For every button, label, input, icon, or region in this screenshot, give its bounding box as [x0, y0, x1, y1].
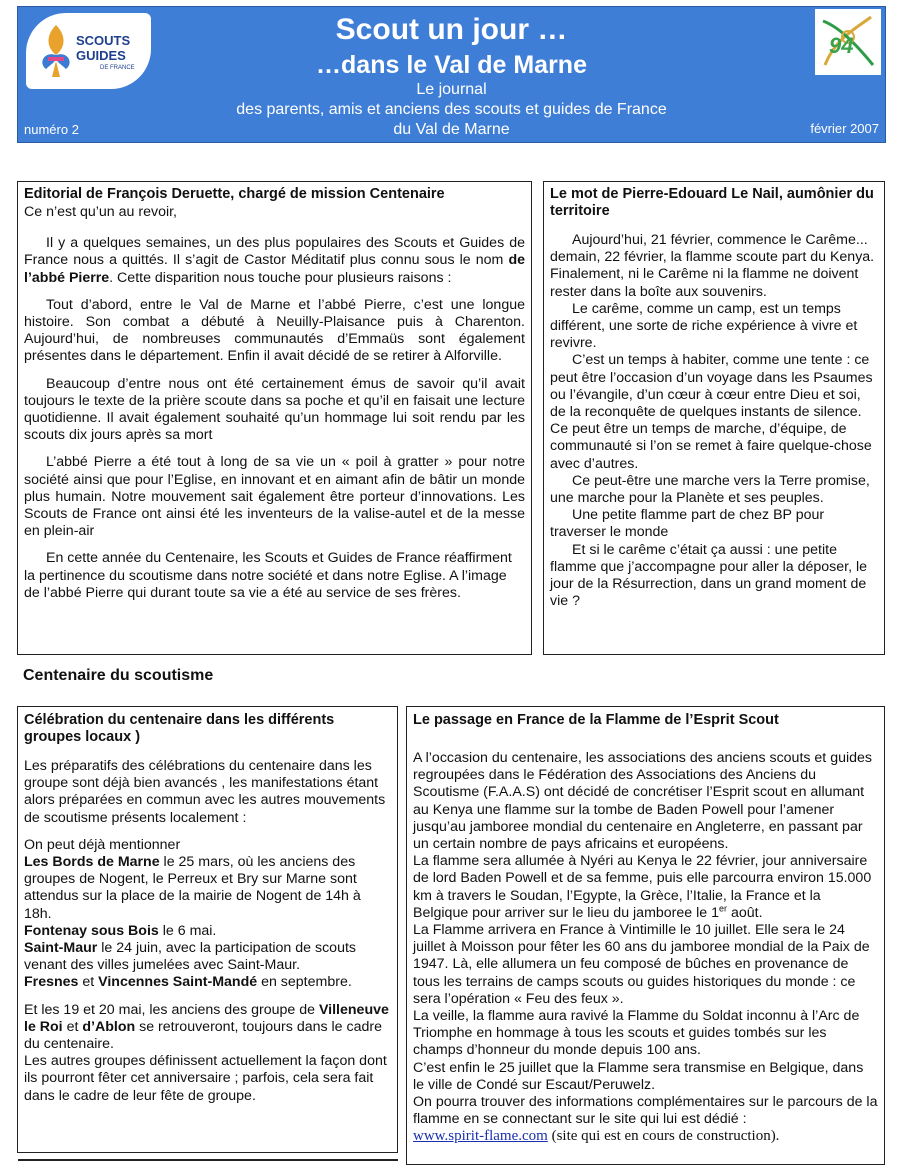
- flamme-paragraph: C’est enfin le 25 juillet que la Flamme sera transmise en Belgique, dans le ville de Condé sur Escaut/Peruwelz.: [413, 1059, 864, 1093]
- flamme-paragraph: La veille, la flamme aura ravivé la Flamme du Soldat inconnu à l’Arc de Triomphe en hommage à tous les scouts et guides tombés sur les champs d’honneur du monde depuis 100 ans.: [413, 1008, 860, 1059]
- flamme-link-line: [413, 1128, 878, 1145]
- aumonier-paragraph: Ce peut-être une marche vers la Terre promise, une marche pour la Planète et ses peuples.: [550, 472, 870, 507]
- divider: [18, 1159, 398, 1161]
- event-details: le 25 mars, où les anciens des groupes de Nogent, le Perreux et Bry sur Marne sont attendus sur la place de la mairie de Nogent de 14h à 18h.: [24, 854, 361, 922]
- editorial-text-bold: de l’abbé Pierre: [24, 252, 525, 286]
- event-place: d’Ablon: [82, 1018, 136, 1035]
- journal-title: Scout un jour …: [335, 13, 568, 46]
- celebration-paragraph: Les autres groupes définissent actuellement la façon dont ils pourront fêter cet anniversaire ; parfois, cela sera fait dans le cadre de leur fête de groupe.: [24, 1053, 387, 1104]
- event-item: [24, 923, 391, 940]
- event-place: Villeneuve le Roi: [24, 1001, 389, 1035]
- event-place: Fontenay sous Bois: [24, 922, 159, 939]
- editorial-opening: Ce n’est qu’un au revoir,: [24, 204, 177, 220]
- link-note: (site qui est en cours de construction).: [547, 1128, 780, 1145]
- editorial-text: Il y a quelques semaines, un des plus populaires des Scouts et Guides de France nous a quittés. Il s’agit de Castor Méditatif plus connu sous le nom: [24, 235, 525, 269]
- event-place: Fresnes: [24, 974, 79, 991]
- journal-tagline-3: du Val de Marne: [393, 121, 510, 138]
- event-details: en septembre.: [257, 974, 352, 991]
- spirit-flame-link[interactable]: www.spirit-flame.com: [413, 1128, 548, 1145]
- celebration-paragraph: Les préparatifs des célébrations du centenaire dans les groupe sont déjà bien avancés , les manifestations étant alors préparées en commun avec les autres mouvements de scoutisme présents localement :: [24, 758, 386, 826]
- aumonier-title: Le mot de Pierre-Edouard Le Nail, aumônier du territoire: [550, 186, 874, 219]
- event-place: Saint-Maur: [24, 940, 98, 957]
- event-item: [24, 854, 391, 923]
- editorial-paragraph: [24, 235, 525, 287]
- logo-text-scouts: SCOUTS: [76, 33, 131, 48]
- aumonier-paragraph: Le carême, comme un camp, est un temps différent, une sorte de riche expérience à vivre et revivre.: [550, 300, 858, 352]
- flamme-paragraph: A l’occasion du centenaire, les associations des anciens scouts et guides regroupées dans le Fédération des Associations des Anciens du Scoutisme (F.A.A.S) ont décidé de concrétiser l’Esprit scout en allumant au Kenya une flamme sur la tombe de Baden Powell pour l’amener jusqu’au jamboree mondial du centenaire en Angleterre, en passant par un certain nombre de pays africains et européens.: [413, 750, 873, 853]
- celebration-box: [17, 706, 398, 1153]
- flamme-title: Le passage en France de la Flamme de l’Esprit Scout: [413, 712, 779, 728]
- aumonier-paragraph: C’est un temps à habiter, comme une tente : ce peut être l’occasion d’un voyage dans les Psaumes ou l’évangile, d’un cœur à cœur entre Dieu et soi, de la reconquête de quelques instants de silence. Ce peut être un temps de marche, d’équipe, de communauté si l’on se remet à faire quelque-chose avec d’autres.: [550, 352, 873, 472]
- logo-number: 94: [829, 33, 854, 58]
- issue-date: février 2007: [810, 121, 879, 136]
- aumonier-paragraph: Et si le carême c’était ça aussi : une petite flamme que j’accompagne pour aller la déposer, le jour de la Résurrection, dans un grand moment de vie ?: [550, 541, 868, 610]
- masthead: [17, 6, 886, 143]
- celebration-paragraph: On peut déjà mentionner: [24, 836, 181, 853]
- celebration-paragraph: [24, 1002, 391, 1054]
- aumonier-paragraph: Finalement, ni le Carême ni la flamme ne doivent rester dans la boîte aux souvenirs.: [550, 266, 859, 300]
- celebration-text: et: [62, 1018, 83, 1035]
- superscript: er: [719, 903, 728, 914]
- editorial-paragraph: L’abbé Pierre a été tout à long de sa vie un « poil à gratter » pour notre société ainsi que pour l’Eglise, en innovant et en aimant afin de bâtir un monde plus humain. Notre mouvement sait également être porteur d’innovations. Les Scouts de France ont ainsi été les inventeurs de la valise-autel et de la messe en plein-air: [24, 454, 525, 540]
- event-place: Vincennes Saint-Mandé: [98, 974, 258, 991]
- flamme-box: [406, 706, 885, 1165]
- logo-text-guides: GUIDES: [76, 48, 126, 63]
- editorial-paragraph: Beaucoup d’entre nous ont été certainement émus de savoir qu’il avait toujours le texte de la prière scoute dans sa poche et qu’il en faisait une lecture quotidienne. Il avait également souhaité qu’un hommage lui soit rendu par les scouts dix jours après sa mort: [24, 375, 525, 444]
- event-item: [24, 974, 391, 991]
- journal-tagline-1: Le journal: [416, 81, 487, 98]
- event-place: Les Bords de Marne: [24, 854, 160, 871]
- editorial-title: Editorial de François Deruette, chargé de mission Centenaire: [24, 186, 445, 202]
- editorial-paragraph: Tout d’abord, entre le Val de Marne et l’abbé Pierre, c’est une longue histoire. Son combat a débuté à Neuilly-Plaisance puis à Charenton. Aujourd’hui, de nombreuses communautés d’Emmaüs sont également présentes dans le département. Enfin il avait décidé de se retirer à Alforville.: [24, 296, 525, 365]
- val-de-marne-94-logo: [815, 9, 881, 75]
- journal-subtitle: …dans le Val de Marne: [316, 51, 587, 79]
- event-item: [24, 940, 391, 974]
- event-details: et: [78, 974, 99, 991]
- editorial-text: . Cette disparition nous touche pour plusieurs raisons :: [109, 269, 452, 286]
- journal-tagline-2: des parents, amis et anciens des scouts et guides de France: [236, 101, 667, 118]
- editorial-paragraph: En cette année du Centenaire, les Scouts et Guides de France réaffirment la pertinence du scoutisme dans notre société et dans notre Eglise. A l’image de l’abbé Pierre qui durant toute sa vie a été au service de ses frères.: [24, 550, 512, 601]
- flamme-paragraph: [413, 853, 878, 922]
- editorial-box: [17, 181, 532, 655]
- event-details: le 24 juin, avec la participation de scouts venant des villes jumelées avec Saint-Maur.: [24, 940, 356, 974]
- flamme-paragraph: On pourra trouver des informations complémentaires sur le parcours de la flamme en se connectant sur le site qui lui est dédié :: [413, 1094, 878, 1128]
- celebration-text: Et les 19 et 20 mai, les anciens des groupe de: [24, 1001, 319, 1018]
- event-details: le 6 mai.: [158, 922, 217, 939]
- aumonier-paragraph: Une petite flamme part de chez BP pour traverser le monde: [550, 507, 825, 541]
- section-title: Centenaire du scoutisme: [23, 667, 214, 684]
- logo-text-de-france: DE FRANCE: [100, 65, 135, 71]
- flamme-paragraph: La Flamme arrivera en France à Vintimille le 10 juillet. Elle sera le 24 juillet à Moisson pour fêter les 60 ans du jamboree mondial de la Paix de 1947. Là, elle allumera un feu composé de bûches en provenance de tous les terrains de camps scouts ou guides historiques du monde : ce sera l’opération « Feu des feux ».: [413, 922, 870, 1007]
- celebration-title: Célébration du centenaire dans les différents groupes locaux ): [24, 712, 335, 745]
- issue-number: numéro 2: [24, 122, 79, 137]
- celebration-text: se retrouveront, toujours dans le cadre du centenaire.: [24, 1018, 382, 1053]
- flamme-text: La flamme sera allumée à Nyéri au Kenya le 22 février, jour anniversaire de lord Baden Powell et de sa femme, puis elle parcourra environ 15.000 km à travers le Soudan, l’Egypte, la Grèce, l’Italie, la France et la Belgique pour arriver sur le lieu du jamboree le 1: [413, 853, 872, 921]
- aumonier-paragraph: Aujourd’hui, 21 février, commence le Carême... demain, 22 février, la flamme scoute part du Kenya.: [550, 232, 875, 266]
- aumonier-box: [543, 181, 885, 655]
- flamme-text: août.: [727, 904, 763, 921]
